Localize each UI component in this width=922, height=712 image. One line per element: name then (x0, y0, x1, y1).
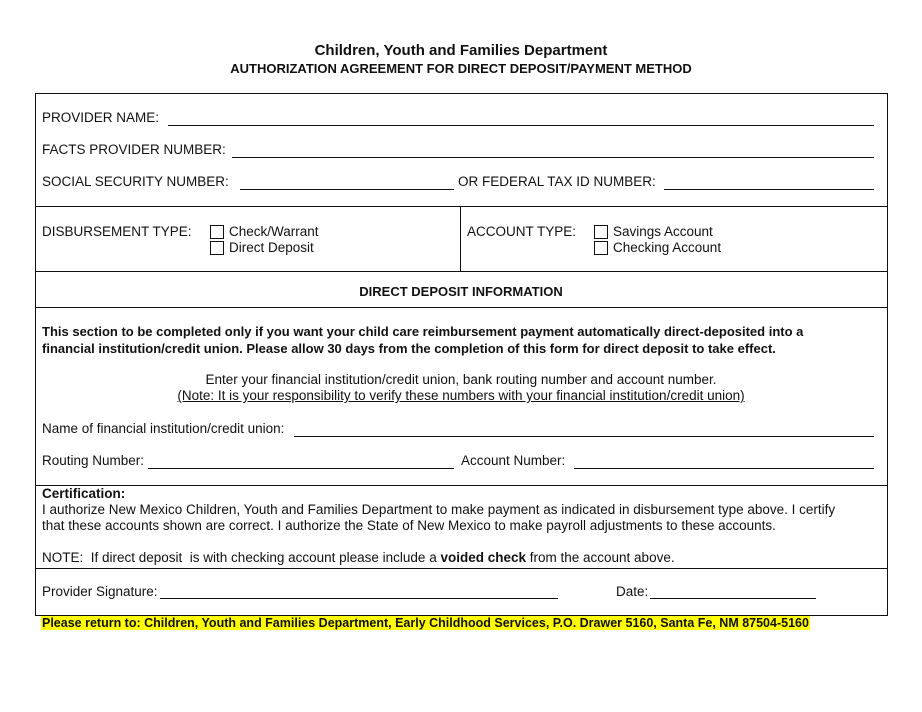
ssn-label: SOCIAL SECURITY NUMBER: (42, 174, 229, 189)
certification-line1: I authorize New Mexico Children, Youth and Families Department to make payment as indicated in disbursement type above. I certify (42, 502, 836, 517)
checking-account-label: Checking Account (613, 240, 722, 255)
certification-line2: that these accounts shown are correct. I authorize the State of New Mexico to make payroll adjustments to these accounts. (42, 518, 776, 533)
savings-account-label: Savings Account (613, 224, 713, 239)
institution-name-field[interactable] (294, 436, 874, 437)
routing-number-label: Routing Number: (42, 453, 145, 468)
provider-name-field[interactable] (168, 125, 874, 126)
facts-provider-number-field[interactable] (232, 157, 874, 158)
checking-account-checkbox[interactable] (594, 241, 608, 255)
return-address: Please return to: Children, Youth and Families Department, Early Childhood Services, P.O. Drawer 5160, Santa Fe, NM 87504-5160 (42, 616, 809, 630)
divider (35, 206, 887, 207)
direct-deposit-notice-line1: This section to be completed only if you want your child care reimbursement payment automatically direct-deposited into a (42, 324, 804, 339)
date-label: Date: (616, 584, 649, 599)
savings-account-checkbox[interactable] (594, 225, 608, 239)
note-prefix: NOTE: If direct deposit is with checking account please include a (42, 550, 441, 565)
check-warrant-checkbox[interactable] (210, 225, 224, 239)
divider (35, 485, 887, 486)
divider (460, 206, 461, 271)
disbursement-type-label: DISBURSEMENT TYPE: (42, 224, 192, 239)
verification-note: (Note: It is your responsibility to verify these numbers with your financial institution/credit union) (177, 388, 745, 403)
direct-deposit-label: Direct Deposit (229, 240, 314, 255)
account-number-label: Account Number: (461, 453, 566, 468)
provider-signature-field[interactable] (160, 598, 558, 599)
department-title: Children, Youth and Families Department (314, 42, 608, 59)
account-number-field[interactable] (574, 468, 874, 469)
voided-check-note (42, 550, 675, 565)
divider (35, 271, 887, 272)
tax-id-field[interactable] (664, 189, 874, 190)
check-warrant-label: Check/Warrant (229, 224, 319, 239)
note-bold: voided check (440, 550, 526, 565)
routing-number-field[interactable] (148, 468, 454, 469)
date-field[interactable] (650, 598, 816, 599)
institution-name-label: Name of financial institution/credit union: (42, 421, 285, 436)
instruction-text: Enter your financial institution/credit union, bank routing number and account number. (205, 372, 717, 387)
divider (35, 307, 887, 308)
ssn-field[interactable] (240, 189, 454, 190)
provider-name-label: PROVIDER NAME: (42, 110, 160, 125)
form-title: AUTHORIZATION AGREEMENT FOR DIRECT DEPOSIT/PAYMENT METHOD (230, 61, 692, 76)
direct-deposit-checkbox[interactable] (210, 241, 224, 255)
direct-deposit-heading: DIRECT DEPOSIT INFORMATION (359, 284, 563, 299)
direct-deposit-notice-line2: financial institution/credit union. Please allow 30 days from the completion of this form for direct deposit to take effect. (42, 341, 776, 356)
note-suffix: from the account above. (526, 550, 675, 565)
facts-provider-number-label: FACTS PROVIDER NUMBER: (42, 142, 226, 157)
tax-id-label: OR FEDERAL TAX ID NUMBER: (458, 174, 656, 189)
account-type-label: ACCOUNT TYPE: (467, 224, 577, 239)
certification-heading: Certification: (42, 486, 126, 501)
provider-signature-label: Provider Signature: (42, 584, 158, 599)
divider (35, 568, 887, 569)
